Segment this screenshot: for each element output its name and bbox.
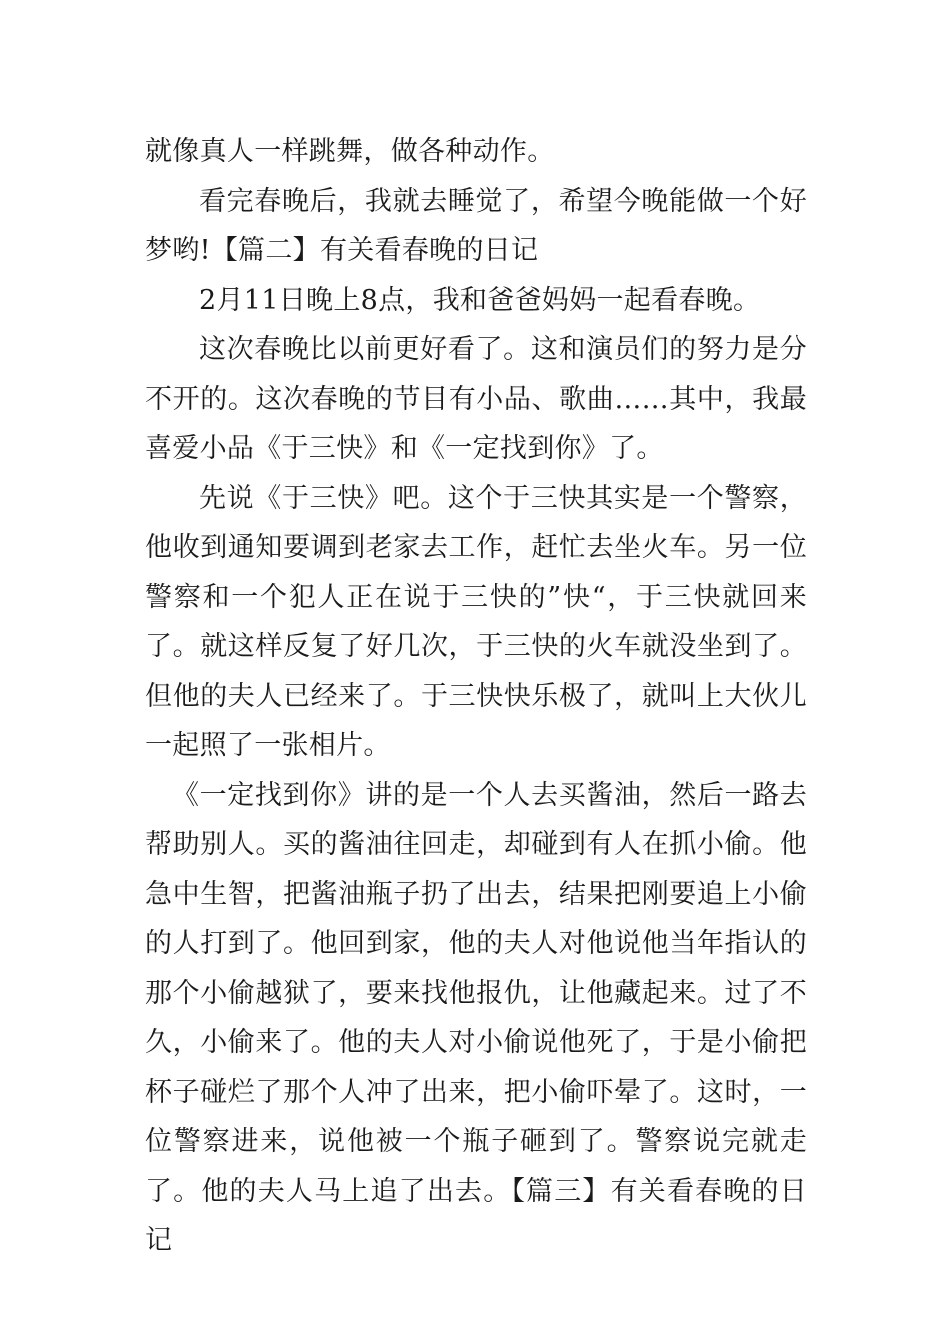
paragraph-yi-ding-zhao-dao-ni: 《一定找到你》讲的是一个人去买酱油，然后一路去帮助别人。买的酱油往回走，却碰到有人在抓小偷。他急中生智，把酱油瓶子扔了出去，结果把刚要追上小偷的人打到了。他回到家，他的夫人对他说他当年指认的那个小偷越狱了，要来找他报仇，让他藏起来。过了不久，小偷来了。他的夫人对小偷说他死了，于是小偷把杯子碰烂了那个人冲了出来，把小偷吓晕了。这时，一位警察进来，说他被一个瓶子砸到了。警察说完就走了。他的夫人马上追了出去。【篇三】有关看春晚的日记: [145, 779, 807, 1256]
paragraph-continuation: 就像真人一样跳舞，做各种动作。: [145, 136, 555, 167]
paragraph-after-gala: 看完春晚后，我就去睡觉了，希望今晚能做一个好梦哟!【篇二】有关看春晚的日记: [145, 185, 807, 266]
document-body: [145, 127, 807, 1266]
paragraph-yu-san-kuai: 先说《于三快》吧。这个于三快其实是一个警察，他收到通知要调到老家去工作，赶忙去坐火车。另一位警察和一个犯人正在说于三快的”快“，于三快就回来了。就这样反复了好几次，于三快的火车就没坐到了。但他的夫人已经来了。于三快快乐极了，就叫上大伙儿一起照了一张相片。: [145, 482, 807, 761]
paragraph-date: 2月11日晚上8点，我和爸爸妈妈一起看春晚。: [199, 284, 761, 316]
paragraph-gala-review: 这次春晚比以前更好看了。这和演员们的努力是分不开的。这次春晚的节目有小品、歌曲……其中，我最喜爱小品《于三快》和《一定找到你》了。: [145, 334, 807, 464]
